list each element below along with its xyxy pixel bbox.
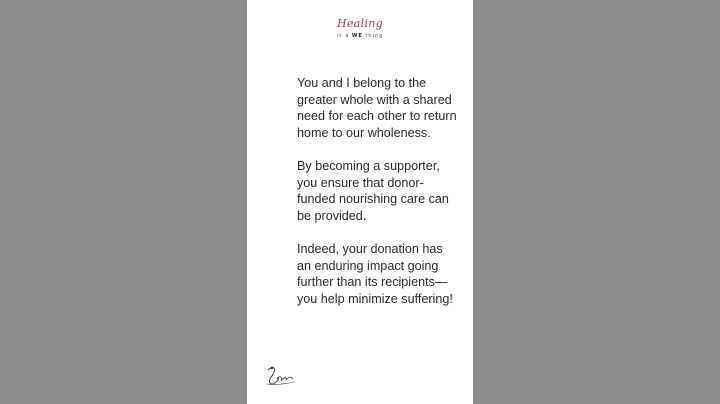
- content-card: [247, 0, 473, 404]
- logo-tagline-end: thing: [362, 33, 384, 39]
- logo-tagline: [247, 33, 473, 39]
- logo-script-text: Healing: [337, 17, 383, 30]
- logo-tagline-start: is a: [336, 33, 352, 39]
- brand-logo: [247, 18, 473, 39]
- signature-mark-icon: [263, 364, 297, 388]
- paragraph-belonging: You and I belong to the greater whole with a shared need for each other to return home to our wholeness.: [297, 76, 457, 140]
- message-body: [297, 75, 457, 324]
- logo-tagline-emphasis: WE: [351, 33, 363, 39]
- paragraph-supporter: By becoming a supporter, you ensure that donor-funded nourishing care can be provided.: [297, 158, 449, 223]
- paragraph-donation: Indeed, your donation has an enduring impact going further than its recipients—you help minimize suffering!: [297, 241, 453, 306]
